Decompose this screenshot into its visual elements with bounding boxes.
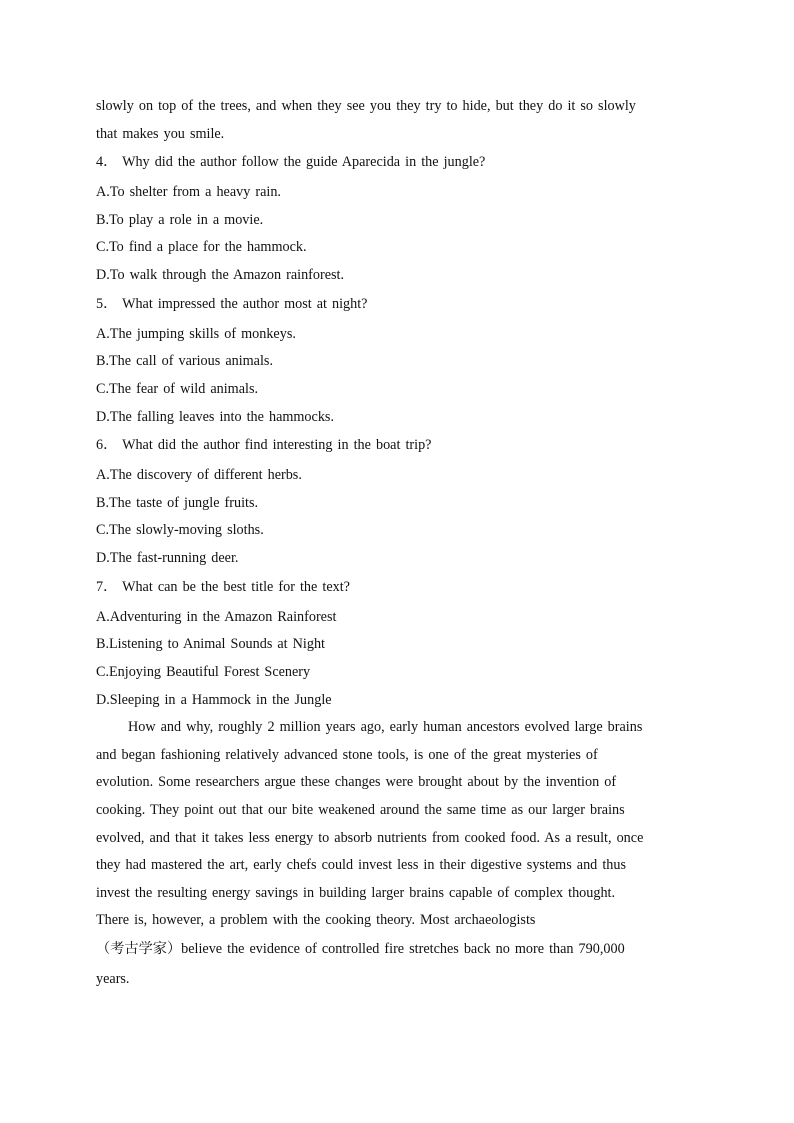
passage-line-1: How and why, roughly 2 million years ago, early human ancestors evolved large brains: [128, 719, 643, 735]
question-6-option-b: B.The taste of jungle fruits.: [96, 495, 259, 511]
question-7-option-a: A.Adventuring in the Amazon Rainforest: [96, 609, 337, 625]
question-4-option-b: B.To play a role in a movie.: [96, 212, 264, 228]
question-5-option-d: D.The falling leaves into the hammocks.: [96, 409, 334, 425]
question-6-stem: 6． What did the author find interesting in the boat trip?: [96, 437, 432, 453]
question-4-option-c: C.To find a place for the hammock.: [96, 239, 307, 255]
passage-line-3: evolution. Some researchers argue these changes were brought about by the invention of: [96, 774, 617, 790]
passage-line-6: they had mastered the art, early chefs could invest less in their digestive systems and thus: [96, 857, 626, 873]
question-6-option-d: D.The fast-running deer.: [96, 550, 239, 566]
question-6-option-c: C.The slowly-moving sloths.: [96, 522, 264, 538]
passage-line-4: cooking. They point out that our bite weakened around the same time as our larger brains: [96, 802, 625, 818]
question-5-stem: 5． What impressed the author most at night?: [96, 296, 368, 312]
question-5-option-c: C.The fear of wild animals.: [96, 381, 259, 397]
passage-line-9: （考古学家）believe the evidence of controlled fire stretches back no more than 790,000: [96, 941, 625, 957]
passage-line-7: invest the resulting energy savings in building larger brains capable of complex thought.: [96, 885, 616, 901]
passage-line-8: There is, however, a problem with the cooking theory. Most archaeologists: [96, 912, 536, 928]
question-6-option-a: A.The discovery of different herbs.: [96, 467, 302, 483]
question-7-stem: 7． What can be the best title for the text?: [96, 579, 350, 595]
continuation-line-2: that makes you smile.: [96, 126, 225, 142]
question-4-option-a: A.To shelter from a heavy rain.: [96, 184, 281, 200]
question-5-option-a: A.The jumping skills of monkeys.: [96, 326, 296, 342]
question-4-stem: 4． Why did the author follow the guide Aparecida in the jungle?: [96, 154, 486, 170]
passage-line-5: evolved, and that it takes less energy to absorb nutrients from cooked food. As a result, once: [96, 830, 644, 846]
question-4-option-d: D.To walk through the Amazon rainforest.: [96, 267, 345, 283]
question-5-option-b: B.The call of various animals.: [96, 353, 273, 369]
question-7-option-d: D.Sleeping in a Hammock in the Jungle: [96, 692, 332, 708]
question-7-option-c: C.Enjoying Beautiful Forest Scenery: [96, 664, 311, 680]
question-7-option-b: B.Listening to Animal Sounds at Night: [96, 636, 325, 652]
passage-line-10: years.: [96, 971, 130, 987]
passage-line-2: and began fashioning relatively advanced stone tools, is one of the great mysteries of: [96, 747, 598, 763]
continuation-line-1: slowly on top of the trees, and when they see you they try to hide, but they do it so slowly: [96, 98, 636, 114]
